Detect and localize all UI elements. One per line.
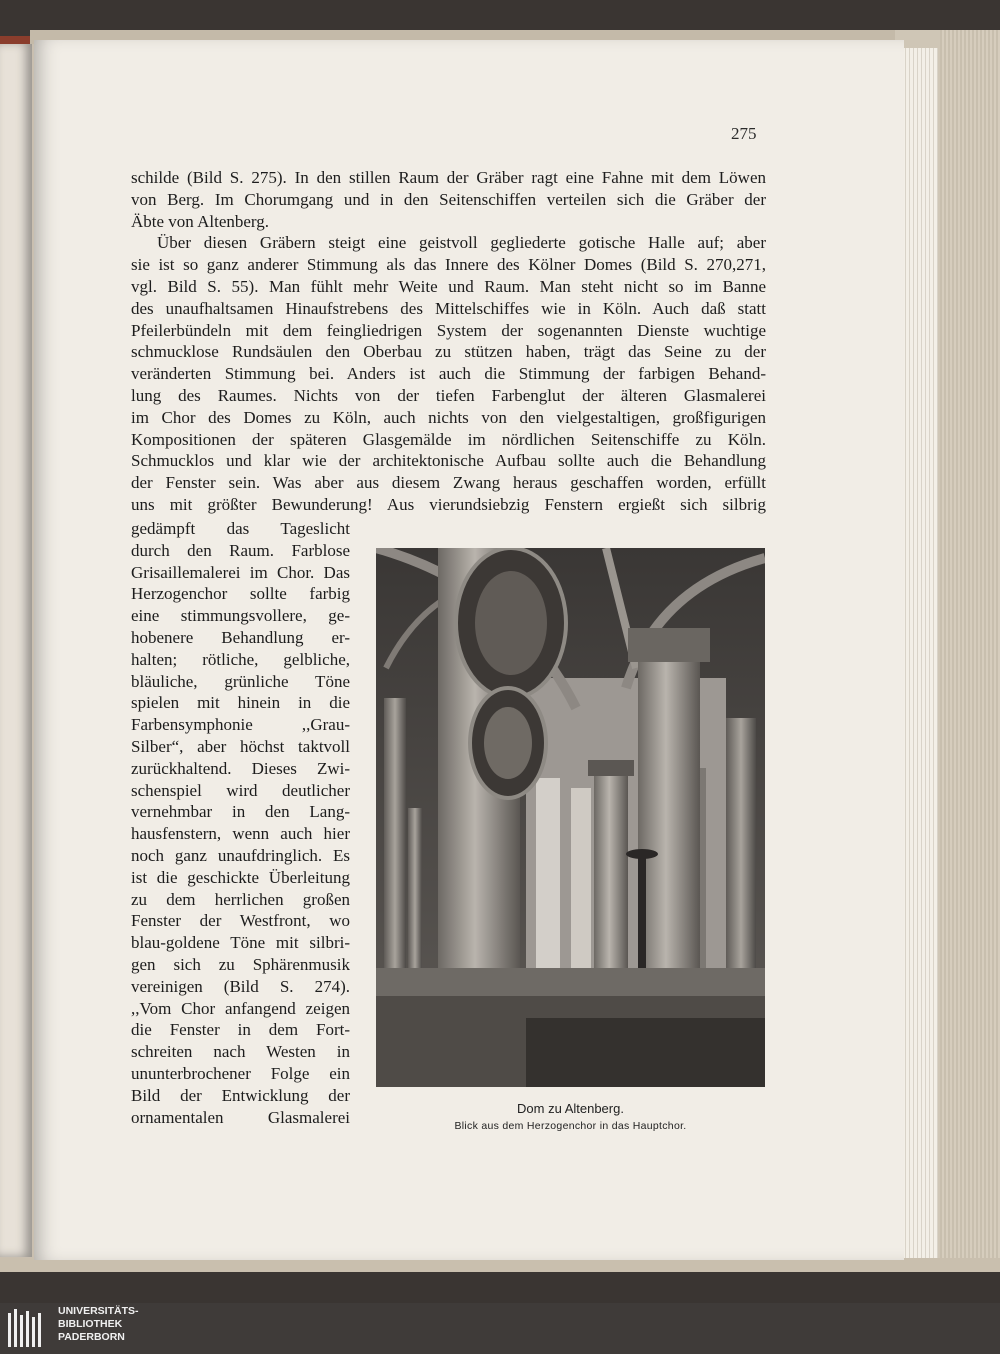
text-line: eine stimmungsvollere, ge- [131,606,350,626]
text-line: schilde (Bild S. 275). In den stillen Raum der Gräber ragt eine Fahne mit dem Löwen [131,168,766,187]
paragraph [131,232,766,515]
text-line: Schmucklos und klar wie der architektonische Aufbau sollte auch die Behandlung [131,451,766,471]
book-cover-bottom [0,1258,1000,1272]
cover-cloth-texture [940,30,1000,1270]
text-line: Pfeilerbündeln mit dem feingliedrigen System der sogenannten Dienste wuchtige [131,320,766,340]
text-line: Silber“, aber höchst taktvoll [131,736,350,756]
text-line: halten; rötliche, gelbliche, [131,649,350,669]
body-text-full-width [131,167,766,516]
text-line: ornamentalen Glasmalerei [131,1107,350,1127]
text-line: Grisaillemalerei im Chor. Das [131,562,350,582]
text-line: vernehmbar in den Lang- [131,802,350,822]
text-line: vereinigen (Bild S. 274). [131,976,350,996]
body-text-narrow-column [131,518,350,1128]
photo-illustration [376,548,765,1087]
figure-caption-title: Dom zu Altenberg. [517,1101,624,1116]
text-line: gen sich zu Sphärenmusik [131,954,350,974]
text-line: Fenster der Westfront, wo [131,911,350,931]
text-line: Herzogenchor sollte farbig [131,584,350,604]
text-line: sie ist so ganz anderer Stimmung als das Innere des Kölner Domes (Bild S. 270,271, [131,255,766,275]
text-line: schreiten nach Westen in [131,1042,350,1062]
text-line: zurückhaltend. Dieses Zwi- [131,758,350,778]
text-line: hausfenstern, wenn auch hier [131,824,350,844]
library-name-line1: UNIVERSITÄTS- [58,1305,139,1317]
library-name-line2: BIBLIOTHEK [58,1318,123,1330]
figure-caption-subtitle: Blick aus dem Herzogenchor in das Hauptchor. [454,1120,687,1132]
text-line: schmucklose Rundsäulen den Oberbau zu stützen haben, trägt das Seine zu der [131,342,766,362]
text-line: zu dem herrlichen großen [131,889,350,909]
text-line: die Fenster in dem Fort- [131,1020,350,1040]
text-line: vgl. Bild S. 55). Man fühlt mehr Weite und Raum. Man steht nicht so im Banne [131,276,766,296]
paragraph [131,167,766,232]
library-name-line3: PADERBORN [58,1331,125,1343]
text-line: gedämpft das Tageslicht [131,519,350,538]
text-line: der Fenster sein. Was aber aus diesem Zwang heraus geschaffen worden, erfüllt [131,473,766,493]
text-line: uns mit größter Bewunderung! Aus vierundsiebzig Fenstern ergießt sich silbrig [131,494,766,514]
text-line: spielen mit hinein in die [131,693,350,713]
text-line: lung des Raumes. Nichts von der tiefen Farbenglut der älteren Glasmalerei [131,385,766,405]
left-page-edge [0,42,32,1257]
library-logo-icon [8,1309,52,1349]
page-number: 275 [731,124,757,143]
text-line: Farbensymphonie ,,Grau- [131,715,350,735]
text-line: ,,Vom Chor anfangend zeigen [131,998,350,1018]
text-line: blau-goldene Töne mit silbri- [131,933,350,953]
text-line: ist die geschickte Überleitung [131,867,350,887]
library-footer-bar [0,1303,1000,1354]
text-line: Kompositionen der späteren Glasgemälde im nördlichen Seitenschiffe zu Köln. [131,429,766,449]
text-line: Bild der Entwicklung der [131,1085,350,1105]
text-line: Über diesen Gräbern steigt eine geistvoll gegliederte gotische Halle auf; aber [157,233,766,253]
text-line: Äbte von Altenberg. [131,211,270,231]
text-line: schenspiel wird deutlicher [131,780,350,800]
text-line: von Berg. Im Chorumgang und in den Seitenschiffen verteilen sich die Gräber der [131,189,766,209]
cathedral-interior-photo [376,548,765,1087]
text-line: hobenere Behandlung er- [131,627,350,647]
text-line: bläuliche, grünliche Töne [131,671,350,691]
text-line: durch den Raum. Farblose [131,540,350,560]
text-line: des unaufhaltsamen Hinaufstrebens des Mittelschiffes wie in Köln. Auch daß statt [131,298,766,318]
library-name [58,1305,139,1344]
text-line: noch ganz unaufdringlich. Es [131,845,350,865]
text-line: ununterbrochener Folge ein [131,1063,350,1083]
text-line: veränderten Stimmung bei. Anders ist auch die Stimmung der farbigen Behand- [131,364,766,384]
text-line: im Chor des Domes zu Köln, auch nichts von den vielgestaltigen, großfigurigen [131,407,766,427]
page-stack-edge [898,48,938,1260]
